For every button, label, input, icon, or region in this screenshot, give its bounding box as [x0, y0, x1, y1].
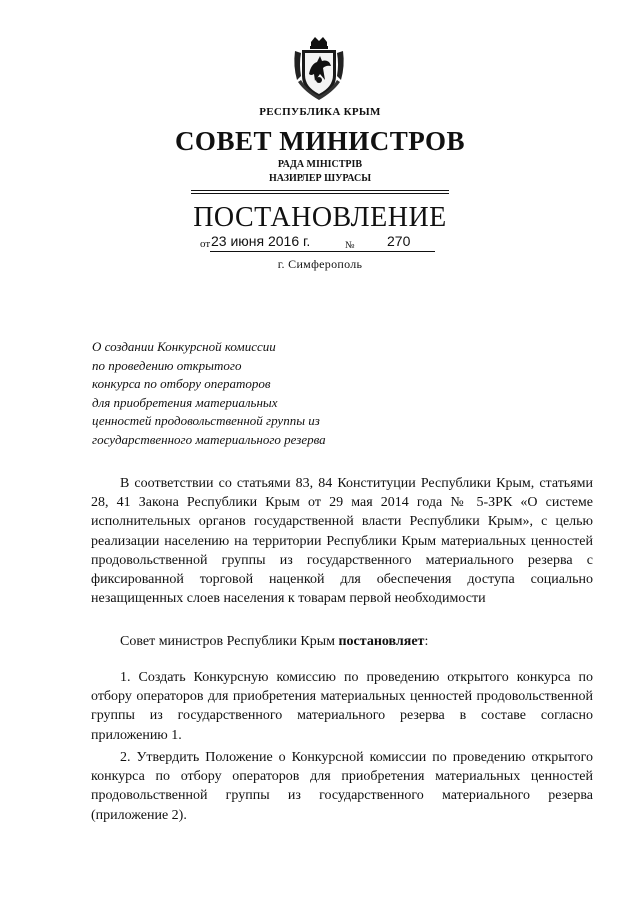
header-divider	[191, 190, 449, 191]
subject-line: конкурса по отбору операторов	[92, 376, 271, 392]
preamble-paragraph	[91, 474, 593, 608]
resolution-verb: постановляет	[338, 634, 425, 649]
item-1-paragraph	[91, 668, 593, 745]
subject-line: для приобретения материальных	[92, 394, 278, 410]
date-prefix: от	[200, 238, 211, 250]
resolution-lead: Совет министров Республики Крым	[120, 634, 339, 649]
resolution-colon: :	[424, 634, 429, 649]
document-type-title: ПОСТАНОВЛЕНИЕ	[193, 202, 447, 233]
council-title-crimean-tatar: НАЗИРЛЕР ШУРАСЫ	[268, 173, 372, 184]
subject-line: государственного материального резерва	[92, 431, 326, 447]
document-date: 23 июня 2016 г.	[211, 233, 311, 249]
date-underline	[210, 251, 435, 252]
crimea-coat-of-arms-icon	[291, 36, 347, 102]
item-2-text: 2. Утвердить Положение о Конкурсной комиссии по проведению открытого конкурса по отбору операторов для приобретения материальных ценностей продовольственной группы из государственного материального резерва (приложение 2).	[91, 750, 593, 823]
city: г. Симферополь	[277, 257, 363, 271]
number-sign: №	[345, 240, 355, 251]
item-2-paragraph	[91, 748, 593, 825]
header-divider-thin	[191, 193, 449, 194]
council-title-ukrainian: РАДА МIНIСТРIВ	[277, 159, 363, 170]
resolution-clause	[91, 632, 593, 651]
council-title: СОВЕТ МИНИСТРОВ	[174, 126, 466, 156]
republic-name: РЕСПУБЛИКА КРЫМ	[259, 106, 381, 118]
date-number-line	[200, 233, 440, 255]
subject-line: ценностей продовольственной группы из	[92, 413, 320, 429]
document-subject	[92, 338, 392, 450]
subject-line: по проведению открытого	[92, 357, 242, 373]
subject-line: О создании Конкурсной комиссии	[92, 339, 276, 354]
item-1-text: 1. Создать Конкурсную комиссию по проведению открытого конкурса по отбору операторов для приобретения материальных ценностей продовольственной группы из государственного материального резерва в составе согласно приложению 1.	[91, 670, 593, 743]
preamble-text: В соответствии со статьями 83, 84 Конституции Республики Крым, статьями 28, 41 Закона Республики Крым от 29 мая 2014 года № 5-ЗРК «О системе исполнительных органов государственной власти Республики Крым», с целью реализации населению на территории Республики Крым материальных ценностей продовольственной группы из государственного материального резерва с фиксированной торговой наценкой для обеспечения доступа социально незащищенных слоев населения к товарам первой необходимости	[91, 476, 593, 607]
document-number: 270	[387, 233, 411, 249]
